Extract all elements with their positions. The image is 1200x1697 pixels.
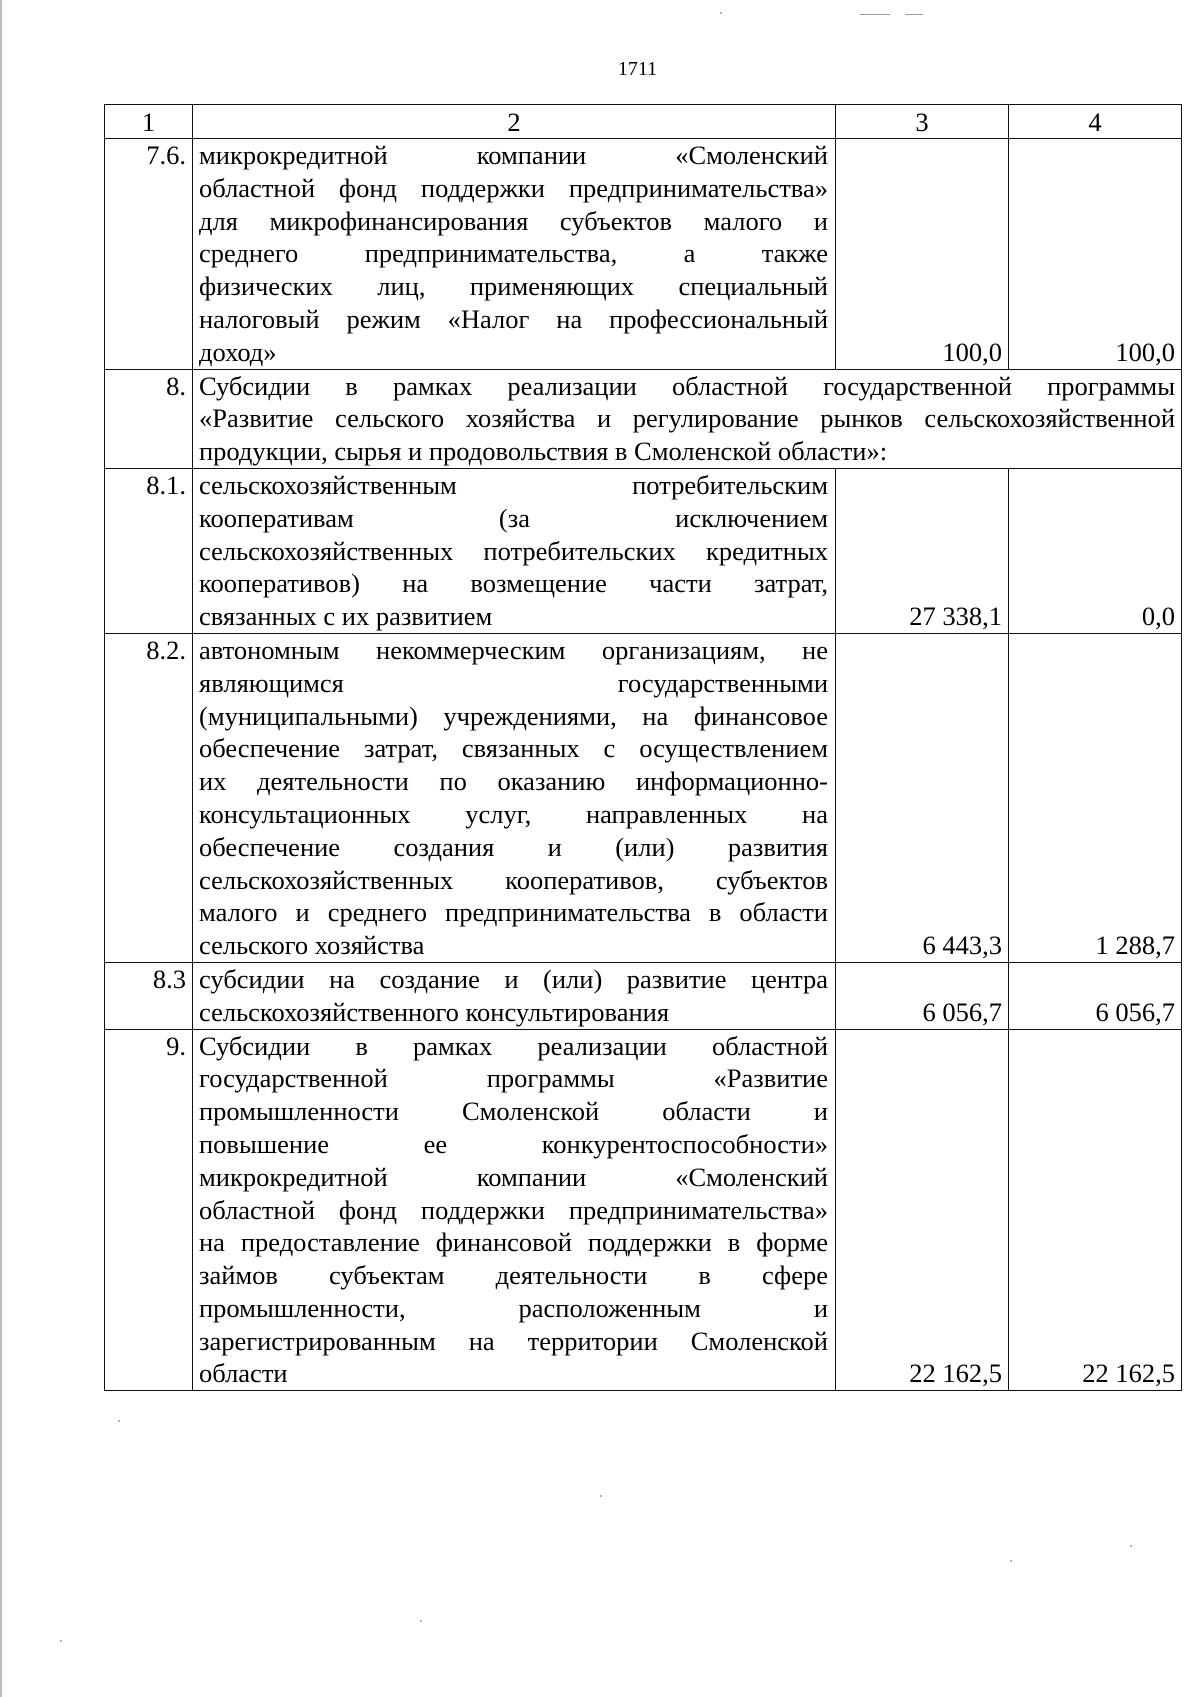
table-header-row (105, 105, 1182, 139)
value-col-4: 6 056,7 (1009, 962, 1182, 1029)
description-line: сельскохозяйственных кооперативов, субъектов (199, 864, 828, 895)
table-row (105, 369, 1182, 468)
row-number: 7.6. (105, 139, 193, 370)
value-col-4: 100,0 (1009, 139, 1182, 370)
row-description (193, 369, 1182, 468)
value-col-3: 6 056,7 (836, 962, 1009, 1029)
row-number: 8.1. (105, 468, 193, 633)
description-line: консультационных услуг, направленных на (199, 798, 828, 829)
description-line: налоговый режим «Налог на профессиональный (199, 303, 828, 334)
scan-speck (720, 12, 722, 14)
row-number: 8.3 (105, 962, 193, 1029)
scan-speck (1010, 1560, 1012, 1562)
description-line: кооперативам (за исключением (199, 502, 828, 533)
table-row (105, 468, 1182, 633)
description-line: доход» (199, 336, 277, 367)
description-line: кооперативов) на возмещение части затрат, (199, 568, 828, 599)
table-row (105, 962, 1182, 1029)
header-col-4: 4 (1009, 105, 1182, 139)
description-line: сельскохозяйственного консультирования (199, 996, 670, 1027)
table-row (105, 139, 1182, 370)
scan-edge (0, 0, 2, 1697)
row-description (193, 1029, 836, 1391)
description-line: промышленности Смоленской области и (199, 1096, 828, 1127)
value-col-3: 100,0 (836, 139, 1009, 370)
value-col-3: 6 443,3 (836, 633, 1009, 962)
description-line: сельскохозяйственным потребительским (199, 469, 828, 500)
description-line: продукции, сырья и продовольствия в Смоленской области»: (199, 436, 888, 467)
description-line: «Развитие сельского хозяйства и регулирование рынков сельскохозяйственной (199, 403, 1175, 434)
description-line: повышение ее конкурентоспособности» (199, 1128, 828, 1159)
description-line: связанных с их развитием (199, 601, 493, 632)
description-line: сельскохозяйственных потребительских кредитных (199, 535, 828, 566)
description-line: зарегистрированным на территории Смоленской (199, 1325, 828, 1356)
row-description (193, 139, 836, 370)
row-number: 8. (105, 369, 193, 468)
description-line: их деятельности по оказанию информационно- (199, 766, 828, 797)
row-number: 8.2. (105, 633, 193, 962)
scan-speck (860, 14, 890, 15)
scan-speck (1130, 1545, 1132, 1547)
scan-speck (420, 1620, 422, 1622)
description-line: областной фонд поддержки предпринимательства» (199, 172, 828, 203)
description-line: микрокредитной компании «Смоленский (199, 140, 828, 170)
description-line: промышленности, расположенным и (199, 1292, 828, 1323)
description-line: являющимся государственными (199, 667, 828, 698)
description-line: государственной программы «Развитие (199, 1063, 828, 1094)
table-row (105, 633, 1182, 962)
scan-speck (600, 1495, 602, 1497)
header-col-3: 3 (836, 105, 1009, 139)
description-line: физических лиц, применяющих специальный (199, 271, 828, 302)
description-line: Субсидии в рамках реализации областной (199, 1030, 828, 1061)
description-line: среднего предпринимательства, а также (199, 238, 828, 269)
value-col-3: 22 162,5 (836, 1029, 1009, 1391)
description-line: малого и среднего предпринимательства в области (199, 897, 828, 928)
description-line: обеспечение создания и (или) развития (199, 831, 828, 862)
description-line: субсидии на создание и (или) развитие центра (199, 963, 828, 994)
description-line: на предоставление финансовой поддержки в форме (199, 1227, 828, 1258)
value-col-4: 0,0 (1009, 468, 1182, 633)
row-description (193, 633, 836, 962)
scan-speck (905, 14, 923, 15)
row-description (193, 962, 836, 1029)
description-line: Субсидии в рамках реализации областной государственной программы (199, 370, 1175, 401)
description-line: займов субъектам деятельности в сфере (199, 1260, 828, 1291)
header-col-2: 2 (193, 105, 836, 139)
value-col-3: 27 338,1 (836, 468, 1009, 633)
value-col-4: 22 162,5 (1009, 1029, 1182, 1391)
budget-table (104, 104, 1182, 1391)
scan-speck (60, 1640, 62, 1642)
scan-speck (118, 1420, 120, 1422)
description-line: для микрофинансирования субъектов малого и (199, 205, 828, 236)
description-line: микрокредитной компании «Смоленский (199, 1161, 828, 1192)
description-line: (муниципальными) учреждениями, на финансовое (199, 700, 828, 731)
page-number: 1711 (617, 58, 658, 80)
description-line: автономным некоммерческим организациям, не (199, 634, 828, 665)
value-col-4: 1 288,7 (1009, 633, 1182, 962)
description-line: областной фонд поддержки предпринимательства» (199, 1194, 828, 1225)
row-number: 9. (105, 1029, 193, 1391)
description-line: области (199, 1358, 288, 1389)
header-col-1: 1 (105, 105, 193, 139)
row-description (193, 468, 836, 633)
description-line: обеспечение затрат, связанных с осуществлением (199, 733, 828, 764)
description-line: сельского хозяйства (199, 930, 425, 961)
table-row (105, 1029, 1182, 1391)
